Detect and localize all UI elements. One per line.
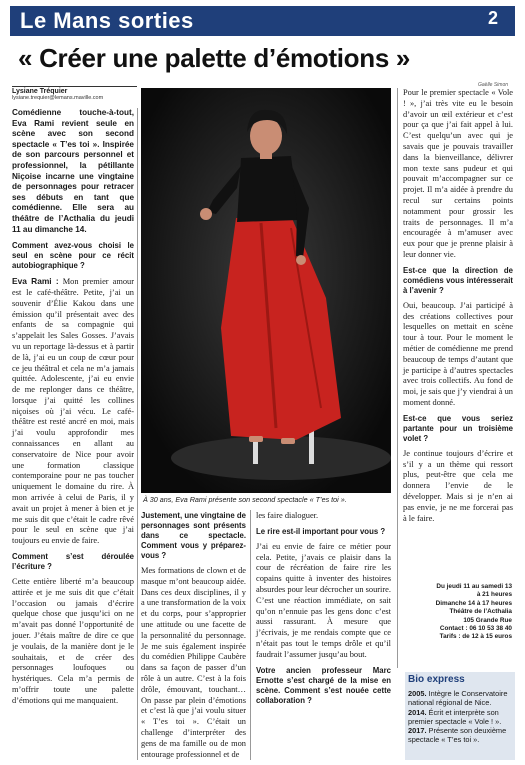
question: Comment avez-vous choisi le seul en scène pour ce récit autobiographique ? bbox=[12, 241, 134, 271]
bio-year: 2017. bbox=[408, 726, 427, 736]
answer: Oui, beaucoup. J’ai participé à des créations collectives pour lesquelles on mettait en scène tour à tour. Pour le moment le métier de comédienne me prend beaucoup de temps d’autant que je participe à d’autres spectacles avec trois collectifs. Au fond de moi, je sais que j’y viendrai à un moment donné. bbox=[403, 300, 513, 407]
page-number: 2 bbox=[488, 8, 499, 28]
answer: Pour le premier spectacle « Vole ! », j’ai très vite eu le besoin d’avoir un œil extérieur et c’est pour ça que j’ai fait appel à lui. C’est quelqu’un avec qui je savais que je pouvais travailler dans la bienveillance, délivrer mon texte sans pudeur et qui pouvait m’accompagner sur ce projet. Il m’a aidée à prendre du recul sur certains points notamment pour grossir les traits de personnages. Il m’a encouragée à m’amuser avec eux pour que je prenne plaisir à leur donner vie. bbox=[403, 88, 513, 259]
article-headline: « Créer une palette d’émotions » bbox=[18, 43, 411, 73]
answer bbox=[12, 276, 134, 547]
answer: J’ai eu envie de faire ce métier pour cela. Petite, j’avais ce plaisir dans la cour de récréation de faire rire les copains quitte à inventer des histoires absurdes pour leur décrocher un sourire. C’est une réaction immédiate, on sait qu’on n’ennuie pas les gens donc c’est aussi rassurant. À mesure que j’écrivais, je me rendais compte que ce n’était pas tout le temps drôle et qu’il faudrait l’assumer jusqu’au bout. bbox=[256, 541, 391, 659]
bio-year: 2014. bbox=[408, 707, 427, 717]
author-name: Lysiane Tréquier bbox=[12, 86, 137, 95]
section-title: Le Mans sorties bbox=[20, 8, 194, 33]
info-line: Du jeudi 11 au samedi 13 bbox=[436, 583, 512, 590]
info-line: Dimanche 14 à 17 heures bbox=[435, 599, 512, 607]
question: Comment s’est déroulée l’écriture ? bbox=[12, 552, 134, 572]
article-lead: Comédienne touche-à-tout, Eva Rami revient seule en scène avec son second spectacle « T’es toi ». Inspirée de son parcours personnel et professionnel, la pétillante Niçoise incarne une vingtaine de personnages pour retracer ses débuts en tant que comédienne. Elle sera au théâtre de l’Acthalia du jeudi 11 au dimanche 14. bbox=[12, 108, 134, 234]
answer: les faire dialoguer. bbox=[256, 511, 319, 520]
question: Votre ancien professeur Marc Ernotte s’est chargé de la mise en scène. Comment s’est nouée cette collaboration ? bbox=[256, 665, 391, 705]
author-email[interactable]: lysiane.trequier@lemans.maville.com bbox=[12, 95, 104, 101]
article-column-1 bbox=[12, 108, 134, 712]
bio-text: Présente son deuxième spectacle « T’es toi ». bbox=[408, 726, 507, 745]
answer: Je continue toujours d’écrire et s’il y a un thème qui ressort plus, peut-être que cela me donnera l’envie de le développer. Mais si je n’en ai pas envie, je ne me forcerai pas à le faire. bbox=[403, 448, 513, 523]
info-line: à 21 heures bbox=[476, 591, 512, 599]
info-line: Tarifs : de 12 à 15 euros bbox=[439, 633, 512, 641]
bio-entries bbox=[408, 689, 512, 745]
article-column-2 bbox=[141, 511, 246, 765]
bio-entry bbox=[408, 726, 512, 745]
photo-caption: À 30 ans, Eva Rami présente son second spectacle « T’es toi ». bbox=[143, 495, 347, 504]
question: Le rire est-il important pour vous ? bbox=[256, 526, 386, 536]
event-info bbox=[405, 583, 512, 642]
bio-text: Intègre le Conservatoire national régional de Nice. bbox=[408, 689, 508, 708]
bio-text: Écrit et interprète son premier spectacle « Vole ! ». bbox=[408, 707, 502, 726]
performer-illustration bbox=[141, 88, 391, 493]
photo-credit: Gaëlle Simon bbox=[478, 82, 509, 88]
answer: Cette entière liberté m’a beaucoup attirée et je me suis dit que c’était l’occasion ou jamais d’écrire quelque chose que jusqu’ici on ne m’avait pas donné l’opportunité de jouer. J’étais maître de dire ce que je voulais, de la manière dont je le souhaitais, et de créer des personnages loufoques ou hystériques. Cela m’a permis de m’offrir toute une palette d’émotions qui me manquaient. bbox=[12, 577, 134, 705]
column-divider bbox=[397, 88, 398, 668]
bio-title: Bio express bbox=[408, 674, 465, 685]
column-divider bbox=[137, 108, 138, 760]
article-column-4 bbox=[403, 88, 513, 529]
answer: Mes formations de clown et de masque m’ont beaucoup aidée. Dans ces deux disciplines, il y a une transformation de la voix et du corps, pour s’approprier une attitude ou une facette de la personnalité du personnage. Je me suis également inspirée du comédien Philippe Caubère dans sa façon de passer d’un rôle à un autre. C’est à la fois drôle, émouvant, touchant… On passe par plein d’émotions et c’est là que j’ai voulu situer « T’es toi ». C’était un challenge d’interpréter des gens de ma famille ou de mon entourage professionnel et de bbox=[141, 566, 246, 759]
column-divider bbox=[250, 510, 251, 760]
question: Est-ce que la direction de comédiens vous intéresserait à l’avenir ? bbox=[403, 265, 513, 295]
question: Est-ce que vous seriez partante pour un troisième volet ? bbox=[403, 413, 513, 443]
info-line: Contact : 06 10 53 38 40 bbox=[439, 625, 512, 633]
article-column-3 bbox=[256, 511, 391, 711]
bio-year: 2005. bbox=[408, 689, 427, 698]
question: Justement, une vingtaine de personnages sont présents dans ce spectacle. Comment vous y préparez-vous ? bbox=[141, 511, 246, 560]
info-line: Théâtre de l’Acthalia bbox=[449, 608, 512, 616]
bio-entry bbox=[408, 708, 512, 727]
bio-entry bbox=[408, 689, 512, 708]
speaker-name: Eva Rami : bbox=[12, 276, 59, 287]
answer-text: Mon premier amour est le café-théâtre. Petite, j’ai un souvenir d’Élie Kakou dans une émission qu’il présentait avec des enfants de sa compagnie qui s’appelait les Sales Gosses. J’avais vu un reportage là-dessus et à partir de là, j’ai eu un coup de cœur pour ce jeu théâtral et cela ne m’a jamais quittée. Adolescente, j’ai eu envie de me replonger dans ce théâtre, lorsque j’ai quitté les collines niçoises où j’ai vécu. Le café-théâtre est resté ancré en moi, mais j’ai voulu approfondir mes connaissances en allant au conservatoire de Nice pour avoir une formation classique contemporaine pour ne pas toucher uniquement le domaine du rire. À mon arrivée à celui de Paris, il y avait un projet à mener à bien et je me suis dit que c’était le cadre rêvé pour le seul en scène que j’ai toujours eu envie de faire. bbox=[12, 277, 135, 546]
info-line: 105 Grande Rue bbox=[463, 616, 512, 624]
article-photo bbox=[141, 88, 391, 493]
